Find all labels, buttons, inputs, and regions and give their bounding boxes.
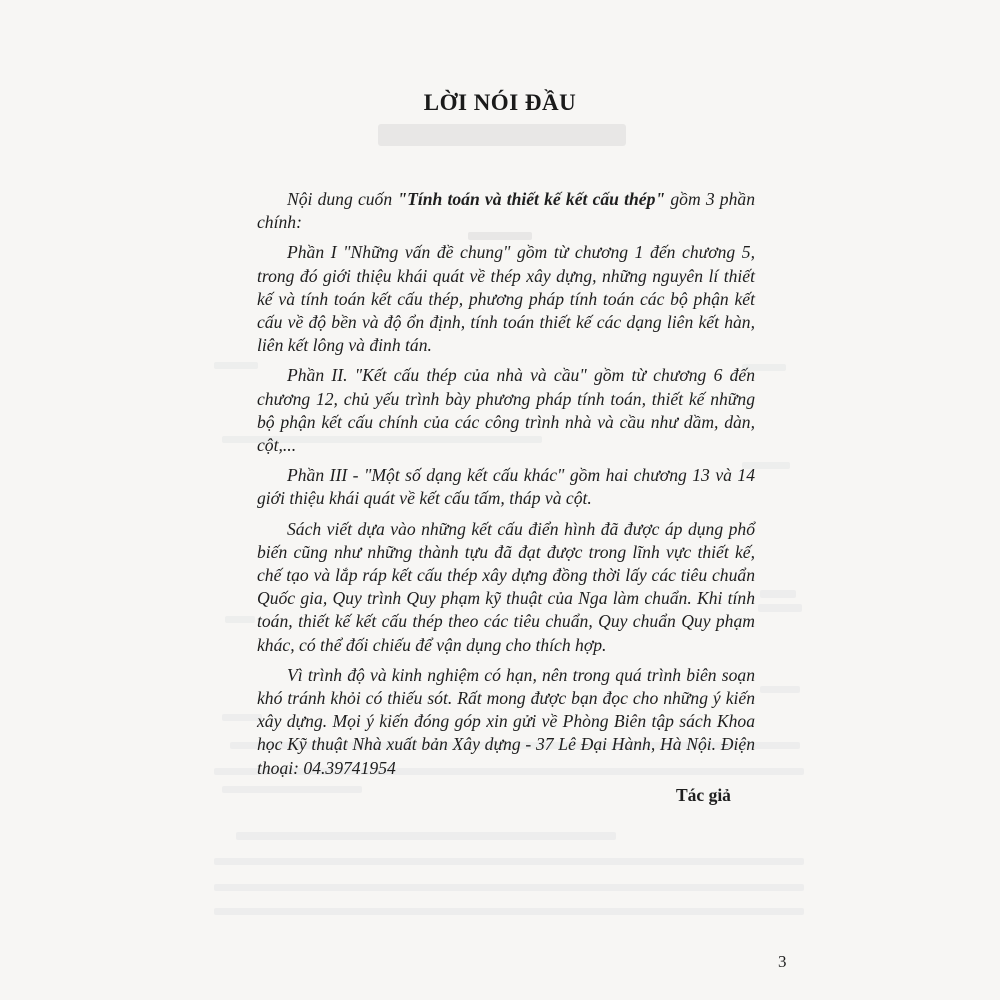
paragraph-sources: Sách viết dựa vào những kết cấu điển hình đã được áp dụng phổ biến cũng như những thành tựu đã đạt được trong lĩnh vực thiết kế, chế tạo và lắp ráp kết cấu thép xây dựng đồng thời lấy các tiêu chuẩn Quốc gia, Quy trình Quy phạm kỹ thuật của Nga làm chuẩn. Khi tính toán, thiết kế kết cấu thép theo các tiêu chuẩn, Quy chuẩn Quy phạm khác, có thể đối chiếu để vận dụng cho thích hợp. [257, 518, 755, 655]
preface-body [257, 188, 755, 787]
paragraph-part-three: Phần III - "Một số dạng kết cấu khác" gồm hai chương 13 và 14 giới thiệu khái quát về kết cấu tấm, tháp và cột. [257, 465, 755, 509]
paragraph-part-two: Phần II. "Kết cấu thép của nhà và cầu" gồm từ chương 6 đến chương 12, chủ yếu trình bày phương pháp tính toán, thiết kế những bộ phận kết cấu chính của các công trình nhà và cầu như dầm, dàn, cột,... [257, 365, 755, 456]
author-signature: Tác giả [676, 785, 731, 805]
intro-tail: gồm 3 phần chính: [257, 189, 755, 233]
page-title: LỜI NÓI ĐẦU [423, 90, 577, 115]
paragraph-feedback: Vì trình độ và kinh nghiệm có hạn, nên trong quá trình biên soạn khó tránh khỏi có thiếu sót. Rất mong được bạn đọc cho những ý kiến xây dựng. Mọi ý kiến đóng góp xin gửi về Phòng Biên tập sách Khoa học Kỹ thuật Nhà xuất bản Xây dựng - 37 Lê Đại Hành, Hà Nội. Điện thoại: 04.39741954 [257, 664, 755, 778]
intro-paragraph [257, 188, 755, 234]
page-number: 3 [778, 952, 787, 971]
book-title: "Tính toán và thiết kế kết cấu thép" [397, 189, 666, 209]
paragraph-part-one: Phần I "Những vấn đề chung" gồm từ chương 1 đến chương 5, trong đó giới thiệu khái quát về thép xây dựng, những nguyên lí thiết kế và tính toán kết cấu thép, phương pháp tính toán các bộ phận kết cấu về độ bền và độ ổn định, tính toán thiết kế các dạng liên kết hàn, liên kết lông và đinh tán. [257, 242, 755, 356]
intro-lead: Nội dung cuốn [287, 189, 398, 209]
